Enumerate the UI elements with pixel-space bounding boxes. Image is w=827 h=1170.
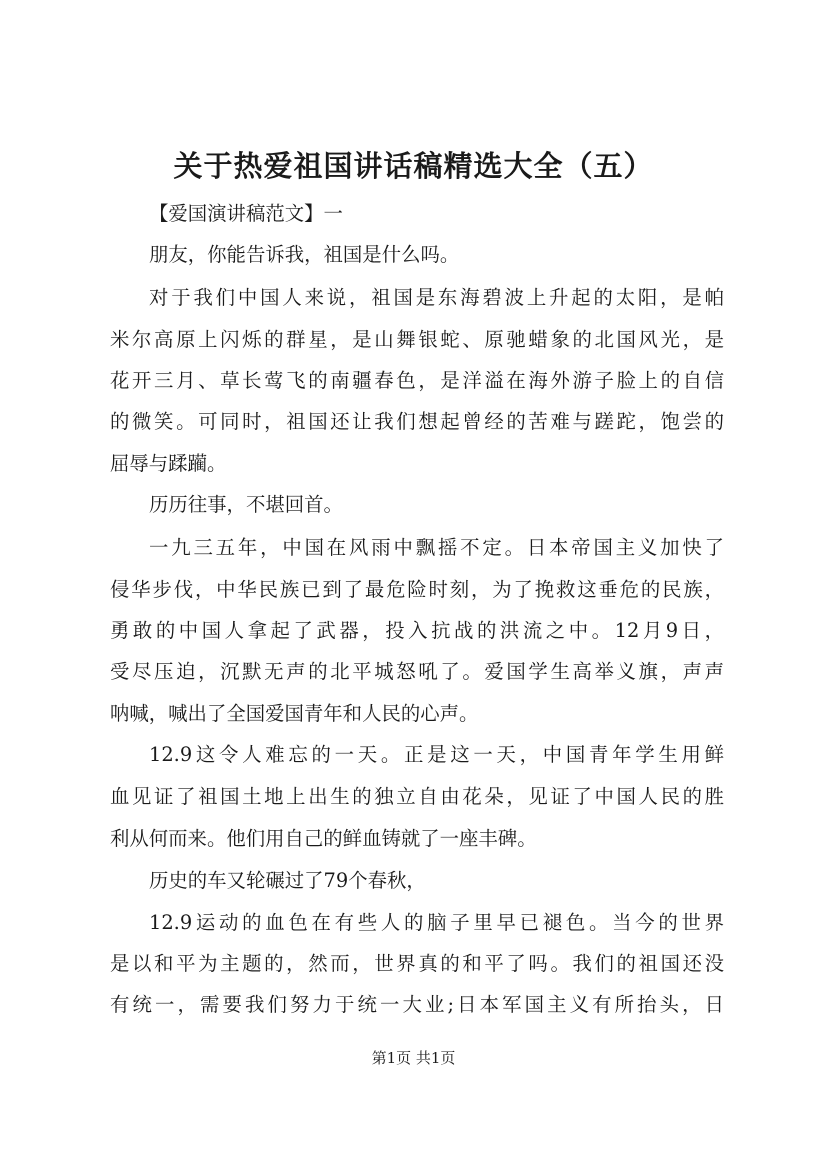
paragraph-line: 受尽压迫，沉默无声的北平城怒吼了。爱国学生高举义旗，声声 [110, 660, 724, 683]
page-footer: 第1页 共1页 [371, 1049, 456, 1067]
paragraph-line: 朋友，你能告诉我，祖国是什么吗。 [149, 243, 460, 266]
paragraph-line: 对于我们中国人来说，祖国是东海碧波上升起的太阳，是帕 [149, 286, 724, 309]
paragraph-line: 12.9运动的血色在有些人的脑子里早已褪色。当今的世界 [149, 911, 724, 934]
paragraph-line: 利从何而来。他们用自己的鲜血铸就了一座丰碑。 [110, 827, 537, 850]
paragraph-line: 呐喊，喊出了全国爱国青年和人民的心声。 [110, 702, 479, 725]
paragraph-line: 勇敢的中国人拿起了武器，投入抗战的洪流之中。12月9日， [110, 619, 724, 642]
paragraph-line: 米尔高原上闪烁的群星，是山舞银蛇、原驰蜡象的北国风光，是 [110, 328, 724, 351]
paragraph-line: 花开三月、草长莺飞的南疆春色，是洋溢在海外游子脸上的自信 [110, 369, 724, 392]
paragraph-line: 侵华步伐，中华民族已到了最危险时刻，为了挽救这垂危的民族， [110, 578, 724, 601]
paragraph-line: 血见证了祖国土地上出生的独立自由花朵，见证了中国人民的胜 [110, 785, 724, 808]
paragraph-line: 是以和平为主题的，然而，世界真的和平了吗。我们的祖国还没 [110, 952, 724, 975]
paragraph-line: 历史的车又轮碾过了79个春秋， [149, 869, 426, 892]
paragraph-line: 历历往事，不堪回首。 [149, 493, 343, 516]
paragraph-line: 一九三五年，中国在风雨中飘摇不定。日本帝国主义加快了 [149, 536, 724, 559]
paragraph-line: 屈辱与蹂躏。 [110, 452, 227, 475]
paragraph-line: 12.9这令人难忘的一天。正是这一天，中国青年学生用鲜 [149, 743, 724, 766]
section-heading: 【爱国演讲稿范文】一 [149, 202, 343, 225]
paragraph-line: 有统一，需要我们努力于统一大业;日本军国主义有所抬头，日 [110, 993, 724, 1016]
paragraph-line: 的微笑。可同时，祖国还让我们想起曾经的苦难与蹉跎，饱尝的 [110, 410, 724, 433]
page-title: 关于热爱祖国讲话稿精选大全（五） [173, 149, 654, 183]
